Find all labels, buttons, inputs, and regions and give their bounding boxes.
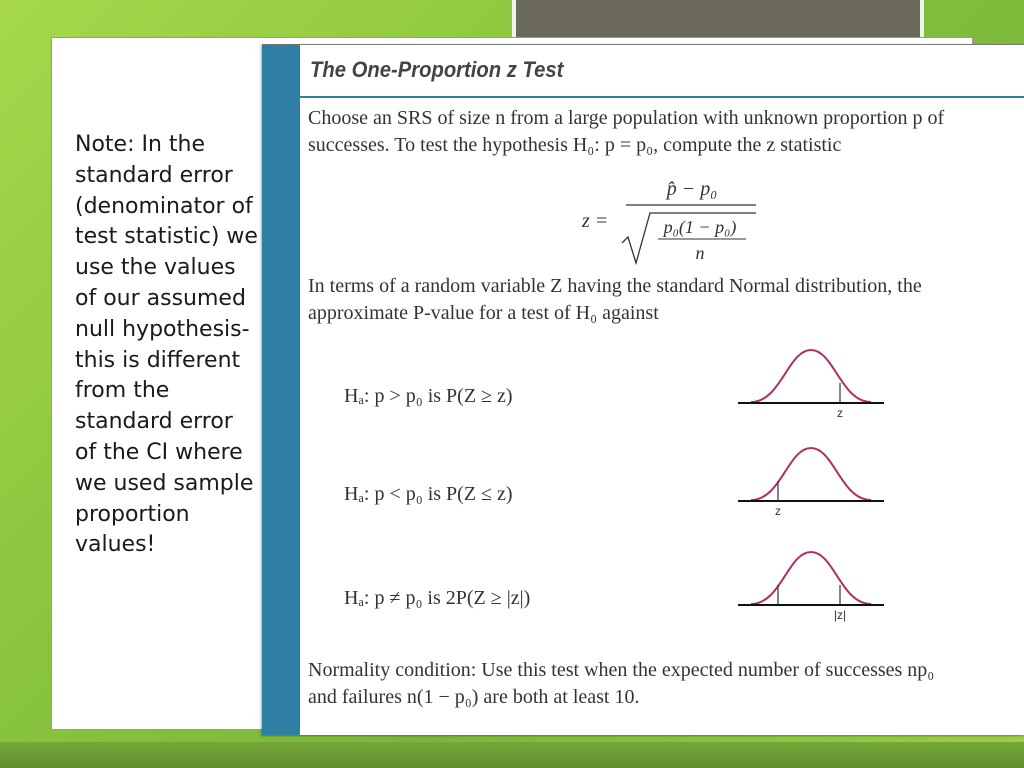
pvalue-line-1: In terms of a random variable Z having the standard Normal distribution, the [308,275,922,297]
intro-line-1: Choose an SRS of size n from a large population with unknown proportion p of [308,107,945,129]
normality-condition [308,657,934,711]
title-rule [300,96,1024,98]
pvalue-line-2: approximate P-value for a test of H₀ against [308,302,659,324]
hypothesis-greater: Hₐ: p > p₀ is P(Z ≥ z) [344,385,513,407]
hypothesis-less: Hₐ: p < p₀ is P(Z ≤ z) [344,483,513,505]
formula-numerator: p̂ − p₀ [666,178,718,200]
formula-denominator-top: p₀(1 − p₀) [663,217,737,237]
formula-denominator-bottom: n [695,243,705,263]
normality-line-2: and failures n(1 − p₀) are both at least 10. [308,686,640,708]
textbook-side-bar [262,45,300,735]
curve-label-abs-z: |z| [833,608,847,622]
pvalue-paragraph [308,273,922,327]
note-text: Note: In the standard error (denominator of test statistic) we use the values of our assumed null hypothesis- this is different from the standard error of the CI where we used sample proportion values! [75,132,258,558]
hypothesis-not-equal: Hₐ: p ≠ p₀ is 2P(Z ≥ |z|) [344,587,531,609]
curve-label-z: z [775,504,781,518]
formula-lhs: z = [582,210,609,232]
curve-label-z: z [837,406,843,420]
normal-curve-left-tail [736,443,886,521]
normal-curve-two-tail [736,547,886,625]
textbook-title: The One-Proportion z Test [310,57,564,82]
intro-line-2: successes. To test the hypothesis H₀: p = p₀, compute the z statistic [308,134,842,156]
z-statistic-formula [562,167,782,267]
textbook-excerpt [262,44,1024,735]
background-footer-band [0,742,1024,768]
normal-curve-right-tail [736,345,886,423]
normality-line-1: Normality condition: Use this test when the expected number of successes np₀ [308,659,935,681]
intro-paragraph [308,105,944,159]
